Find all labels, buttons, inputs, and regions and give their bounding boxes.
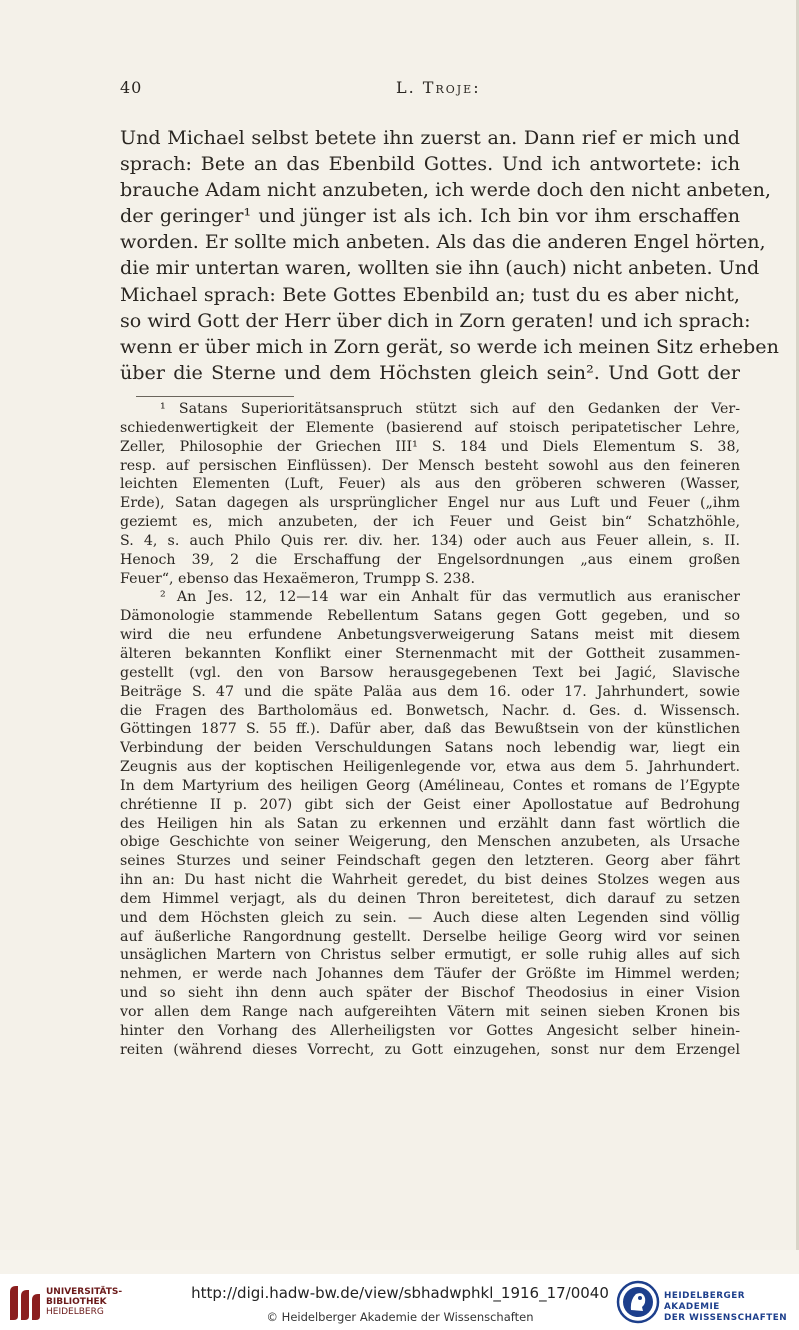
footnote-line: schiedenwertigkeit der Elemente (basierend auf stoisch peripatetischer Lehre, (120, 419, 740, 436)
footnote-line: nehmen, er werde nach Johannes dem Täufer der Größte im Himmel werden; (120, 966, 740, 983)
main-text-line: so wird Gott der Herr über dich in Zorn geraten! und ich sprach: (120, 308, 751, 332)
academy-name-line: HEIDELBERGER AKADEMIE (664, 1291, 746, 1312)
footnote-line: Erde), Satan dagegen als ursprünglicher Engel nur aus Luft und Feuer („ihm (120, 495, 740, 512)
footnote-line: leichten Elementen (Luft, Feuer) als aus den gröberen schweren (Wasser, (120, 476, 740, 493)
footnote-line: auf äußerliche Rangordnung gestellt. Derselbe heilige Georg wird vor seinen (120, 928, 740, 945)
footnote-2 (120, 588, 740, 1059)
footnote-line: wird die neu erfundene Anbetungsverweigerung Satans meist mit diesem (120, 627, 740, 644)
main-text-line: die mir untertan waren, wollten sie ihn (auch) nicht anbeten. Und (120, 256, 760, 280)
main-text-block (120, 125, 779, 386)
footnote-line: reiten (während dieses Vorrecht, zu Gott einzugehen, sonst nur dem Erzengel (120, 1041, 740, 1058)
footnote-line: Göttingen 1877 S. 55 ff.). Dafür aber, daß das Bewußtsein von der künstlichen (120, 721, 740, 738)
footnote-1 (120, 400, 740, 588)
footnote-line: die Fragen des Bartholomäus ed. Bonwetsch, Nachr. d. Ges. d. Wissensch. (120, 702, 740, 719)
ub-name-line: HEIDELBERG (46, 1307, 104, 1317)
footnote-line: ² An Jes. 12, 12—14 war ein Anhalt für das vermutlich aus eranischer (160, 589, 740, 606)
main-text-line: Michael sprach: Bete Gottes Ebenbild an; tust du es aber nicht, (120, 282, 740, 306)
footnote-line: Henoch 39, 2 die Erschaffung der Engelsordnungen „aus einem großen (120, 551, 740, 568)
ub-name-line: BIBLIOTHEK (46, 1297, 107, 1307)
footer-bar (0, 1274, 799, 1330)
footnote-line: geziemt es, mich anzubeten, der ich Feuer und Geist bin“ Schatzhöhle, (120, 514, 740, 531)
academy-name (664, 1291, 799, 1324)
university-library-logo-icon[interactable] (6, 1282, 44, 1324)
footnote-line: chrétienne II p. 207) gibt sich der Geist einer Apollostatue auf Bedrohung (120, 796, 740, 813)
footnote-line: Feuer“, ebenso das Hexaëmeron, Trumpp S. 238. (120, 570, 476, 587)
footnote-line: vor allen dem Range nach aufgereihten Vätern mit seinen sieben Kronen bis (120, 1004, 740, 1020)
footnote-line: dem Himmel verjagt, als du deinen Thron bereitetest, dich darauf zu setzen (120, 890, 740, 907)
main-text-line: über die Sterne und dem Höchsten gleich sein². Und Gott der (120, 360, 740, 384)
footnote-line: älteren bekannten Konflikt einer Sternenmacht mit der Gottheit zusammen- (120, 645, 740, 662)
footnote-line: und so sieht ihn denn auch später der Bischof Theodosius in einer Vision (120, 985, 740, 1002)
footnote-line: In dem Martyrium des heiligen Georg (Amélineau, Contes et romans de l’Egypte (120, 777, 740, 794)
source-url-link[interactable]: http://digi.hadw-bw.de/view/sbhadwphkl_1916_17/0040 (191, 1284, 609, 1302)
footnote-line: gestellt (vgl. den von Barsow herausgegebenen Text bei Jagić, Slavische (120, 664, 740, 681)
footnote-line: Zeller, Philosophie der Griechen III¹ S. 184 und Diels Elementum S. 38, (120, 438, 740, 455)
footnote-line: ihn an: Du hast nicht die Wahrheit geredet, du bist deines Stolzes wegen aus (120, 872, 740, 889)
main-text-line: brauche Adam nicht anzubeten, ich werde doch den nicht anbeten, (120, 178, 771, 202)
footnote-line: Dämonologie stammende Rebellentum Satans gegen Gott gegeben, und so (120, 608, 740, 625)
footnote-line: des Heiligen hin als Satan zu erkennen und erzählt dann fast wörtlich die (120, 815, 740, 832)
page-number: 40 (120, 78, 143, 97)
footnote-line: hinter den Vorhang des Allerheiligsten vor Gottes Angesicht selber hinein- (120, 1022, 740, 1039)
university-library-name (46, 1287, 122, 1317)
academy-name-line: DER WISSENSCHAFTEN (664, 1313, 788, 1323)
footnote-line: ¹ Satans Superioritätsanspruch stützt sich auf den Gedanken der Ver- (160, 401, 740, 417)
footnote-line: und dem Höchsten gleich zu sein. — Auch diese alten Legenden sind völlig (120, 909, 740, 926)
footnote-line: Verbindung der beiden Verschuldungen Satans noch lebendig war, liegt ein (120, 740, 740, 757)
running-title: L. Troje: (396, 78, 481, 97)
footnote-line: S. 4, s. auch Philo Quis rer. div. her. 134) oder auch aus Feuer allein, s. II. (120, 532, 740, 549)
footnote-line: seines Sturzes und seiner Feindschaft gegen den letzteren. Georg aber fährt (120, 853, 740, 870)
footnote-separator (136, 396, 294, 397)
main-text-line: Und Michael selbst betete ihn zuerst an. Dann rief er mich und (120, 126, 740, 149)
running-header (120, 78, 740, 104)
footnote-line: resp. auf persischen Einflüssen). Der Mensch besteht sowohl aus den feineren (120, 457, 740, 474)
main-text-line: worden. Er sollte mich anbeten. Als das die anderen Engel hörten, (120, 230, 766, 254)
main-text-line: wenn er über mich in Zorn gerät, so werde ich meinen Sitz erheben (120, 334, 779, 358)
footnote-line: obige Geschichte von seiner Weigerung, den Menschen anzubeten, als Ursache (120, 834, 740, 851)
footnote-line: unsäglichen Martern von Christus selber ermutigt, er solle ruhig alles auf sich (120, 947, 740, 964)
academy-seal-icon[interactable] (616, 1280, 660, 1324)
ub-name-line: UNIVERSITÄTS- (46, 1287, 123, 1297)
main-text-line: sprach: Bete an das Ebenbild Gottes. Und ich antwortete: ich (120, 152, 740, 176)
footnotes-block (120, 400, 740, 1060)
footnote-line: Beiträge S. 47 und die späte Paläa aus dem 16. oder 17. Jahrhundert, sowie (120, 683, 740, 700)
copyright-notice: © Heidelberger Akademie der Wissenschaften (266, 1310, 534, 1324)
main-text-line: der geringer¹ und jünger ist als ich. Ich bin vor ihm erschaffen (120, 204, 740, 228)
footnote-line: Zeugnis aus der koptischen Heiligenlegende vor, etwa aus dem 5. Jahrhundert. (120, 759, 740, 776)
